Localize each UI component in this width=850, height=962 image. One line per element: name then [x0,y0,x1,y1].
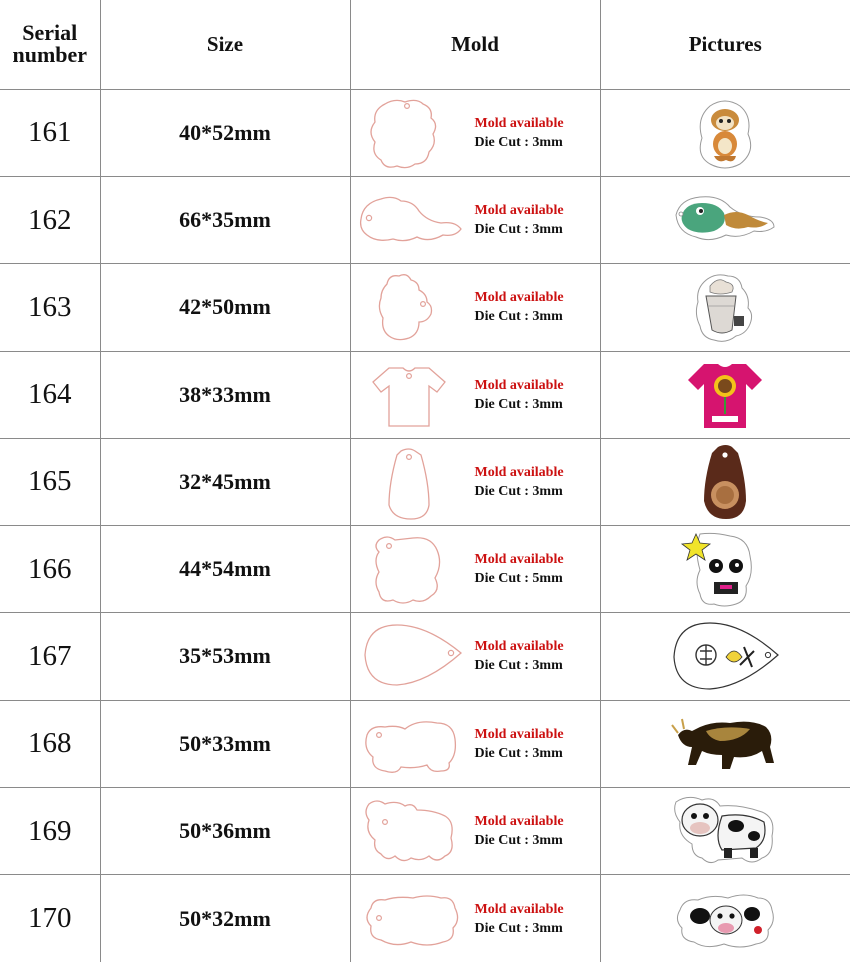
size-value: 38*33mm [100,351,350,438]
serial-number: 169 [0,787,100,874]
mold-available-label: Mold available [474,203,564,219]
teardrop-outline-icon [357,617,465,695]
header-serial-line1: Serial [22,20,78,46]
die-cut-label: Die Cut : 3mm [474,920,563,936]
size-value: 50*36mm [100,787,350,874]
die-cut-label: Die Cut : 3mm [474,483,563,499]
mold-cell [350,700,600,787]
mold-available-label: Mold available [474,464,564,480]
size-value: 44*54mm [100,526,350,613]
mold-cell [350,177,600,264]
cow-outline-icon [357,792,465,870]
picture-cell [600,264,850,351]
pink-sunflower-tshirt-keychain-icon [670,356,780,434]
size-value: 66*35mm [100,177,350,264]
mold-cell [350,264,600,351]
picture-cell [600,351,850,438]
teardrop-art-keychain-icon [670,617,780,695]
monkey-outline-icon [357,94,465,172]
serial-number: 164 [0,351,100,438]
bull-outline-icon [357,705,465,783]
golden-bull-keychain-icon [670,705,780,783]
character-outline-icon [357,530,465,608]
die-cut-label: Die Cut : 3mm [474,833,563,849]
size-value: 40*52mm [100,89,350,176]
size-value: 50*33mm [100,700,350,787]
dinosaur-outline-icon [357,181,465,259]
cow-face-outline-icon [357,880,465,958]
die-cut-label: Die Cut : 3mm [474,134,563,150]
table-row [0,89,850,176]
mold-available-label: Mold available [474,726,564,742]
table-row [0,526,850,613]
mold-available-label: Mold available [474,552,564,568]
mold-available-label: Mold available [474,377,564,393]
table-row [0,787,850,874]
cartoon-cow-keychain-icon [670,792,780,870]
cow-face-keychain-icon [670,880,780,958]
mold-available-label: Mold available [474,814,564,830]
table-row [0,351,850,438]
size-value: 42*50mm [100,264,350,351]
table-row [0,177,850,264]
coffee-cup-keychain-icon [670,268,780,346]
serial-number: 168 [0,700,100,787]
mold-available-label: Mold available [474,115,564,131]
cup-outline-icon [357,268,465,346]
header-serial-line2: number [12,42,88,68]
picture-cell [600,613,850,700]
size-value: 32*45mm [100,438,350,525]
picture-cell [600,526,850,613]
header-pictures: Pictures [600,0,850,89]
cartoon-monkey-keychain-icon [670,94,780,172]
green-dinosaur-keychain-icon [670,181,780,259]
mold-available-label: Mold available [474,639,564,655]
picture-cell [600,89,850,176]
picture-cell [600,177,850,264]
header-mold: Mold [350,0,600,89]
die-cut-label: Die Cut : 3mm [474,222,563,238]
tag-outline-icon [357,443,465,521]
header-serial-number [0,0,100,89]
serial-number: 166 [0,526,100,613]
picture-cell [600,875,850,962]
header-row [0,0,850,89]
table-row [0,700,850,787]
mold-cell [350,89,600,176]
mold-available-label: Mold available [474,290,564,306]
serial-number: 162 [0,177,100,264]
star-character-keychain-icon [670,530,780,608]
die-cut-label: Die Cut : 3mm [474,309,563,325]
brown-tag-keychain-icon [670,443,780,521]
die-cut-label: Die Cut : 3mm [474,658,563,674]
serial-number: 161 [0,89,100,176]
mold-cell [350,351,600,438]
tshirt-outline-icon [357,356,465,434]
picture-cell [600,700,850,787]
die-cut-label: Die Cut : 5mm [474,571,563,587]
table-row [0,875,850,962]
serial-number: 165 [0,438,100,525]
table-row [0,613,850,700]
mold-cell [350,613,600,700]
mold-cell [350,875,600,962]
size-value: 50*32mm [100,875,350,962]
picture-cell [600,787,850,874]
size-value: 35*53mm [100,613,350,700]
mold-cell [350,787,600,874]
table-row [0,438,850,525]
serial-number: 163 [0,264,100,351]
mold-cell [350,526,600,613]
die-cut-label: Die Cut : 3mm [474,396,563,412]
mold-cell [350,438,600,525]
header-size: Size [100,0,350,89]
picture-cell [600,438,850,525]
mold-available-label: Mold available [474,901,564,917]
serial-number: 167 [0,613,100,700]
serial-number: 170 [0,875,100,962]
die-cut-label: Die Cut : 3mm [474,745,563,761]
table-row [0,264,850,351]
